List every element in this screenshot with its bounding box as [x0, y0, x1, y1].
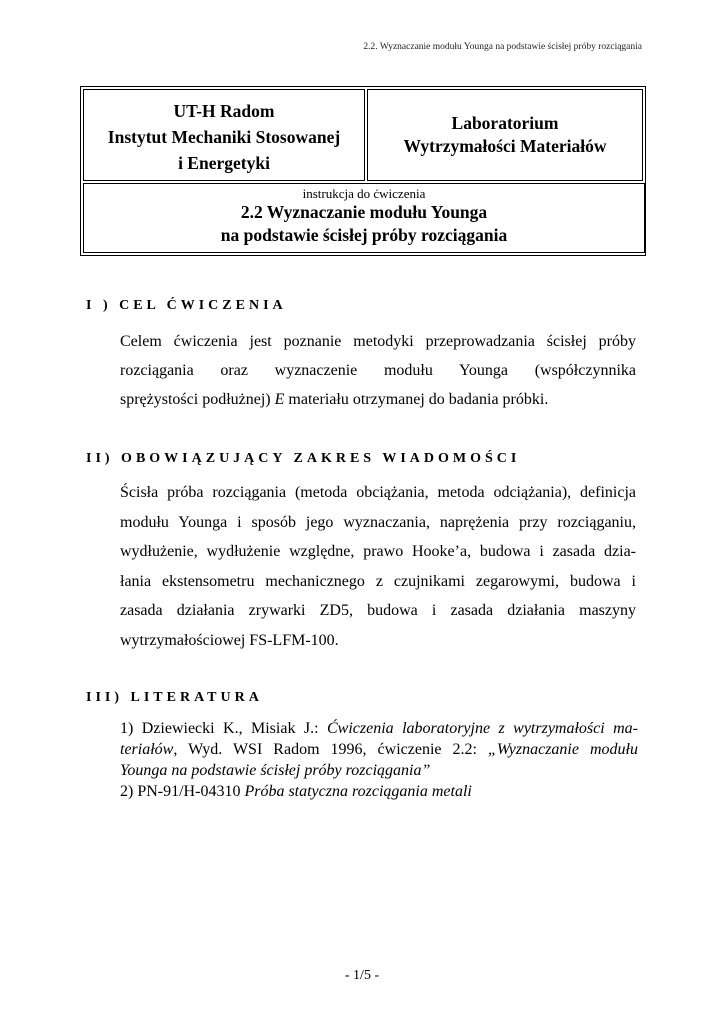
- exercise-title-line1: 2.2 Wyznaczanie modułu Younga: [240, 202, 488, 222]
- section-1-paragraph: [120, 327, 636, 414]
- section-1-heading: I ) CEL ĆWICZENIA: [86, 298, 287, 313]
- variable-e: E: [274, 391, 285, 408]
- instruction-label: instrukcja do ćwiczenia: [302, 186, 426, 201]
- section-2-line: wytrzymałościowej FS-LFM-100.: [120, 631, 339, 649]
- laboratory-cell: [367, 89, 643, 181]
- page-number: - 1/5 -: [344, 968, 380, 983]
- section-2-line: wydłużenie, wydłużenie względne, prawo Hooke’a, budowa i zasada dzia-: [120, 543, 636, 560]
- section-1-line: sprężystości podłużnej) E materiału otrzymanej do badania próbki.: [120, 391, 549, 408]
- lab-name-line1: Laboratorium: [451, 113, 559, 133]
- section-1-line: Celem ćwiczenia jest poznanie metodyki przeprowadzania ścisłej próby: [120, 333, 636, 350]
- lab-name-line2: Wytrzymałości Materiałów: [403, 136, 607, 156]
- exercise-cell: [83, 183, 645, 253]
- section-2-line: zasada działania zrywarki ZD5, budowa i zasada działania maszyny: [120, 602, 636, 619]
- reference-1-line3: Younga na podstawie ścisłej próby rozciągania”: [120, 762, 431, 779]
- running-header: 2.2. Wyznaczanie modułu Younga na podstawie ścisłej próby rozciągania: [363, 42, 642, 52]
- section-3-heading: III) LITERATURA: [86, 690, 263, 705]
- institute-name-line2: i Energetyki: [178, 153, 270, 173]
- section-2-line: łania ekstensometru mechanicznego z czujnikami zegarowymi, budowa i: [120, 572, 636, 590]
- university-name: UT-H Radom: [173, 101, 275, 121]
- section-2-paragraph: [120, 478, 636, 655]
- title-table: [80, 86, 646, 256]
- section-2-line: modułu Younga i sposób jego wyznaczania, naprężenia przy rozciąganiu,: [120, 513, 636, 531]
- reference-2: 2) PN-91/H-04310 Próba statyczna rozciągania metali: [120, 783, 472, 800]
- reference-1-line1: 1) Dziewiecki K., Misiak J.: Ćwiczenia laboratoryjne z wytrzymałości ma-: [120, 720, 638, 737]
- literature-list: [120, 718, 638, 802]
- reference-1-line2: teriałów, Wyd. WSI Radom 1996, ćwiczenie 2.2: „Wyznaczanie modułu: [120, 741, 638, 758]
- institute-name-line1: Instytut Mechaniki Stosowanej: [107, 127, 341, 147]
- exercise-title-line2: na podstawie ścisłej próby rozciągania: [220, 225, 508, 245]
- section-2-line: Ścisła próba rozciągania (metoda obciążania, metoda odciążania), definicja: [120, 484, 636, 501]
- section-1-line: rozciągania oraz wyznaczenie modułu Younga (współczynnika: [120, 362, 636, 379]
- institution-cell: [83, 89, 365, 181]
- section-2-heading: II) OBOWIĄZUJĄCY ZAKRES WIADOMOŚCI: [86, 451, 521, 466]
